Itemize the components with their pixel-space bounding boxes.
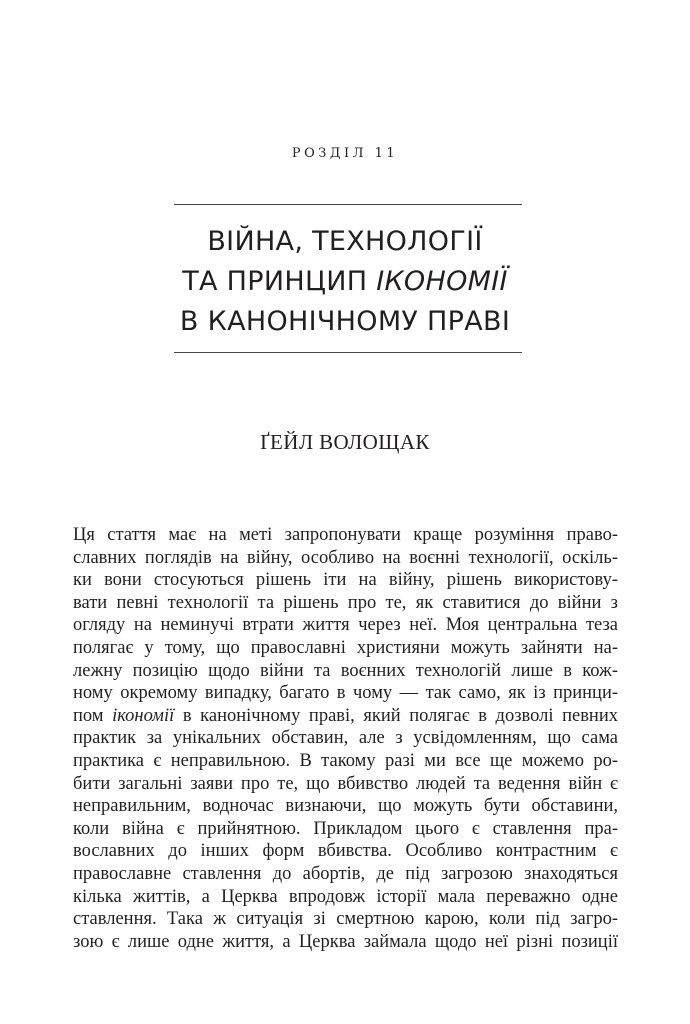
body-line: полягає у тому, що православні християни можуть зайняти на- <box>73 637 618 658</box>
body-line: вати певні технології та рішень про те, як ставитися до війни з <box>73 592 618 613</box>
body-line-9-italic: ікономії <box>112 705 175 726</box>
body-line: огляду на неминучі втрати життя через неї. Моя центральна теза <box>73 615 618 636</box>
author-name: ҐЕЙЛ ВОЛОЩАК <box>260 430 430 454</box>
title-bottom-rule <box>174 352 522 353</box>
body-paragraph <box>73 524 618 953</box>
body-line: православне ставлення до абортів, де під загрозою знаходяться <box>73 863 618 884</box>
body-line: практика є неправильною. В такому разі ми все ще можемо ро- <box>73 750 618 771</box>
body-line: Ця стаття має на меті запропонувати краще розуміння право- <box>73 525 618 545</box>
body-line: коли війна є прийнятною. Прикладом цього є ставлення пра- <box>73 818 618 839</box>
body-line: ному окремому випадку, багато в чому — так само, як із принци- <box>73 683 618 704</box>
body-line-9-prefix: пом <box>73 705 113 726</box>
title-line-3: В КАНОНІЧНОМУ ПРАВІ <box>179 306 511 337</box>
chapter-label: РОЗДІЛ 11 <box>291 146 399 161</box>
body-line: вославних до інших форм вбивства. Особливо контрастним є <box>73 841 618 862</box>
body-line: ставлення. Така ж ситуація зі смертною карою, коли під загро- <box>73 909 618 930</box>
title-top-rule <box>174 204 522 205</box>
chapter-title <box>0 222 690 342</box>
body-line: лежну позицію щодо війни та воєнних технологій лише в кож- <box>73 660 618 681</box>
body-line: зою є лише одне життя, а Церква займала щодо неї різні позиції <box>73 931 618 952</box>
title-line-1: ВІЙНА, ТЕХНОЛОГІЇ <box>207 226 483 257</box>
body-line: практик за унікальних обставин, але з усвідомленням, що сама <box>73 728 618 749</box>
body-line-9-suffix: в канонічному праві, який полягає в дозволі певних <box>174 705 618 726</box>
body-line: ки вони стосуються рішень іти на війну, рішень використову- <box>73 570 618 591</box>
body-line <box>73 705 618 728</box>
title-line-2 <box>0 262 690 302</box>
body-line: бити загальні заяви про те, що вбивство людей та ведення війн є <box>73 773 618 794</box>
title-line-2-prefix: ТА ПРИНЦИП <box>182 266 377 297</box>
title-line-2-italic: ІКОНОМІЇ <box>376 266 508 297</box>
body-line: славних поглядів на війну, особливо на воєнні технології, оскіль- <box>73 547 618 568</box>
body-line: неправильним, водночас визнаючи, що можуть бути обставини, <box>73 796 618 817</box>
body-line: кілька життів, а Церква впродовж історії мала переважно одне <box>73 886 618 907</box>
